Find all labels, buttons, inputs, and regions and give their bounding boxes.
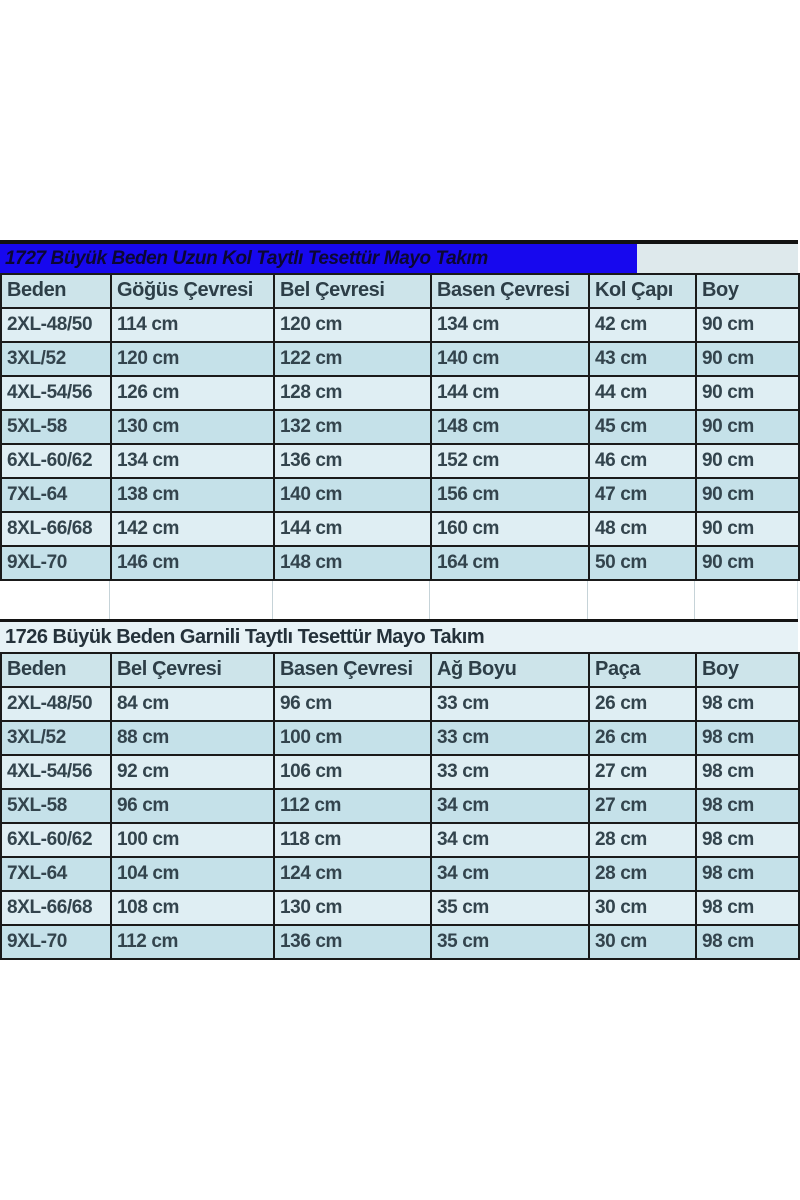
measurement-cell: 30 cm <box>589 925 696 959</box>
measurement-cell: 90 cm <box>696 342 799 376</box>
spacer-cell <box>273 581 430 619</box>
measurement-cell: 34 cm <box>431 789 589 823</box>
measurement-cell: 27 cm <box>589 789 696 823</box>
measurement-cell: 90 cm <box>696 410 799 444</box>
spacer-cell <box>588 581 695 619</box>
measurement-cell: 46 cm <box>589 444 696 478</box>
table-1727-body <box>1 308 799 580</box>
measurement-cell: 50 cm <box>589 546 696 580</box>
measurement-cell: 43 cm <box>589 342 696 376</box>
measurement-cell: 42 cm <box>589 308 696 342</box>
size-cell: 9XL-70 <box>1 546 111 580</box>
measurement-cell: 44 cm <box>589 376 696 410</box>
measurement-cell: 88 cm <box>111 721 274 755</box>
table-row <box>1 376 799 410</box>
measurement-cell: 142 cm <box>111 512 274 546</box>
measurement-cell: 134 cm <box>111 444 274 478</box>
measurement-cell: 118 cm <box>274 823 431 857</box>
measurement-cell: 146 cm <box>111 546 274 580</box>
column-header: Ağ Boyu <box>431 653 589 687</box>
spacer-cell <box>430 581 588 619</box>
measurement-cell: 90 cm <box>696 512 799 546</box>
measurement-cell: 35 cm <box>431 925 589 959</box>
measurement-cell: 100 cm <box>111 823 274 857</box>
measurement-cell: 130 cm <box>274 891 431 925</box>
spacer-cell <box>0 581 110 619</box>
spacer-row <box>0 581 798 619</box>
measurement-cell: 96 cm <box>111 789 274 823</box>
size-cell: 5XL-58 <box>1 789 111 823</box>
table-1727-title-row <box>0 240 798 273</box>
measurement-cell: 120 cm <box>111 342 274 376</box>
measurement-cell: 112 cm <box>274 789 431 823</box>
table-1726-body <box>1 687 799 959</box>
measurement-cell: 124 cm <box>274 857 431 891</box>
column-header: Bel Çevresi <box>111 653 274 687</box>
measurement-cell: 108 cm <box>111 891 274 925</box>
table-row <box>1 410 799 444</box>
measurement-cell: 132 cm <box>274 410 431 444</box>
measurement-cell: 128 cm <box>274 376 431 410</box>
measurement-cell: 27 cm <box>589 755 696 789</box>
measurement-cell: 98 cm <box>696 857 799 891</box>
size-cell: 9XL-70 <box>1 925 111 959</box>
table-row <box>1 687 799 721</box>
measurement-cell: 90 cm <box>696 308 799 342</box>
measurement-cell: 34 cm <box>431 857 589 891</box>
measurement-cell: 104 cm <box>111 857 274 891</box>
measurement-cell: 160 cm <box>431 512 589 546</box>
spacer-cell <box>110 581 273 619</box>
size-cell: 2XL-48/50 <box>1 308 111 342</box>
table-1727 <box>0 273 800 581</box>
measurement-cell: 164 cm <box>431 546 589 580</box>
size-cell: 6XL-60/62 <box>1 444 111 478</box>
measurement-cell: 33 cm <box>431 721 589 755</box>
measurement-cell: 98 cm <box>696 721 799 755</box>
measurement-cell: 120 cm <box>274 308 431 342</box>
spacer-cell <box>695 581 798 619</box>
size-cell: 8XL-66/68 <box>1 891 111 925</box>
table-row <box>1 444 799 478</box>
size-cell: 4XL-54/56 <box>1 376 111 410</box>
measurement-cell: 114 cm <box>111 308 274 342</box>
measurement-cell: 140 cm <box>431 342 589 376</box>
measurement-cell: 96 cm <box>274 687 431 721</box>
table-row <box>1 342 799 376</box>
header-row <box>1 274 799 308</box>
measurement-cell: 148 cm <box>274 546 431 580</box>
measurement-cell: 136 cm <box>274 925 431 959</box>
table-row <box>1 857 799 891</box>
column-header: Boy <box>696 274 799 308</box>
table-row <box>1 755 799 789</box>
column-header: Boy <box>696 653 799 687</box>
size-cell: 3XL/52 <box>1 342 111 376</box>
table-1727-title: 1727 Büyük Beden Uzun Kol Taytlı Tesettür Mayo Takım <box>0 244 637 273</box>
column-header: Basen Çevresi <box>431 274 589 308</box>
column-header: Beden <box>1 274 111 308</box>
measurement-cell: 98 cm <box>696 789 799 823</box>
table-row <box>1 925 799 959</box>
table-row <box>1 721 799 755</box>
measurement-cell: 47 cm <box>589 478 696 512</box>
measurement-cell: 144 cm <box>431 376 589 410</box>
measurement-cell: 106 cm <box>274 755 431 789</box>
measurement-cell: 33 cm <box>431 755 589 789</box>
measurement-cell: 100 cm <box>274 721 431 755</box>
column-header: Beden <box>1 653 111 687</box>
table-1726 <box>0 652 800 960</box>
measurement-cell: 84 cm <box>111 687 274 721</box>
table-row <box>1 823 799 857</box>
column-header: Basen Çevresi <box>274 653 431 687</box>
table-row <box>1 308 799 342</box>
column-header: Paça <box>589 653 696 687</box>
table-row <box>1 512 799 546</box>
size-cell: 2XL-48/50 <box>1 687 111 721</box>
measurement-cell: 144 cm <box>274 512 431 546</box>
measurement-cell: 45 cm <box>589 410 696 444</box>
measurement-cell: 90 cm <box>696 376 799 410</box>
column-header: Kol Çapı <box>589 274 696 308</box>
table-1726-header <box>1 653 799 687</box>
measurement-cell: 152 cm <box>431 444 589 478</box>
measurement-cell: 26 cm <box>589 687 696 721</box>
measurement-cell: 98 cm <box>696 891 799 925</box>
header-row <box>1 653 799 687</box>
measurement-cell: 138 cm <box>111 478 274 512</box>
measurement-cell: 34 cm <box>431 823 589 857</box>
measurement-cell: 92 cm <box>111 755 274 789</box>
measurement-cell: 156 cm <box>431 478 589 512</box>
measurement-cell: 112 cm <box>111 925 274 959</box>
table-row <box>1 789 799 823</box>
measurement-cell: 122 cm <box>274 342 431 376</box>
measurement-cell: 130 cm <box>111 410 274 444</box>
size-cell: 7XL-64 <box>1 478 111 512</box>
measurement-cell: 98 cm <box>696 755 799 789</box>
table-row <box>1 478 799 512</box>
measurement-cell: 33 cm <box>431 687 589 721</box>
size-cell: 4XL-54/56 <box>1 755 111 789</box>
measurement-cell: 90 cm <box>696 546 799 580</box>
size-cell: 6XL-60/62 <box>1 823 111 857</box>
size-cell: 8XL-66/68 <box>1 512 111 546</box>
measurement-cell: 98 cm <box>696 925 799 959</box>
measurement-cell: 35 cm <box>431 891 589 925</box>
measurement-cell: 90 cm <box>696 444 799 478</box>
measurement-cell: 134 cm <box>431 308 589 342</box>
measurement-cell: 90 cm <box>696 478 799 512</box>
column-header: Göğüs Çevresi <box>111 274 274 308</box>
size-cell: 3XL/52 <box>1 721 111 755</box>
size-cell: 5XL-58 <box>1 410 111 444</box>
size-cell: 7XL-64 <box>1 857 111 891</box>
table-row <box>1 891 799 925</box>
measurement-cell: 126 cm <box>111 376 274 410</box>
table-1727-header <box>1 274 799 308</box>
column-header: Bel Çevresi <box>274 274 431 308</box>
size-chart-sheet <box>0 240 798 960</box>
measurement-cell: 28 cm <box>589 857 696 891</box>
measurement-cell: 140 cm <box>274 478 431 512</box>
measurement-cell: 28 cm <box>589 823 696 857</box>
measurement-cell: 148 cm <box>431 410 589 444</box>
measurement-cell: 48 cm <box>589 512 696 546</box>
measurement-cell: 26 cm <box>589 721 696 755</box>
measurement-cell: 136 cm <box>274 444 431 478</box>
table-row <box>1 546 799 580</box>
table-1726-title: 1726 Büyük Beden Garnili Taytlı Tesettür Mayo Takım <box>0 619 798 652</box>
measurement-cell: 98 cm <box>696 823 799 857</box>
measurement-cell: 98 cm <box>696 687 799 721</box>
measurement-cell: 30 cm <box>589 891 696 925</box>
